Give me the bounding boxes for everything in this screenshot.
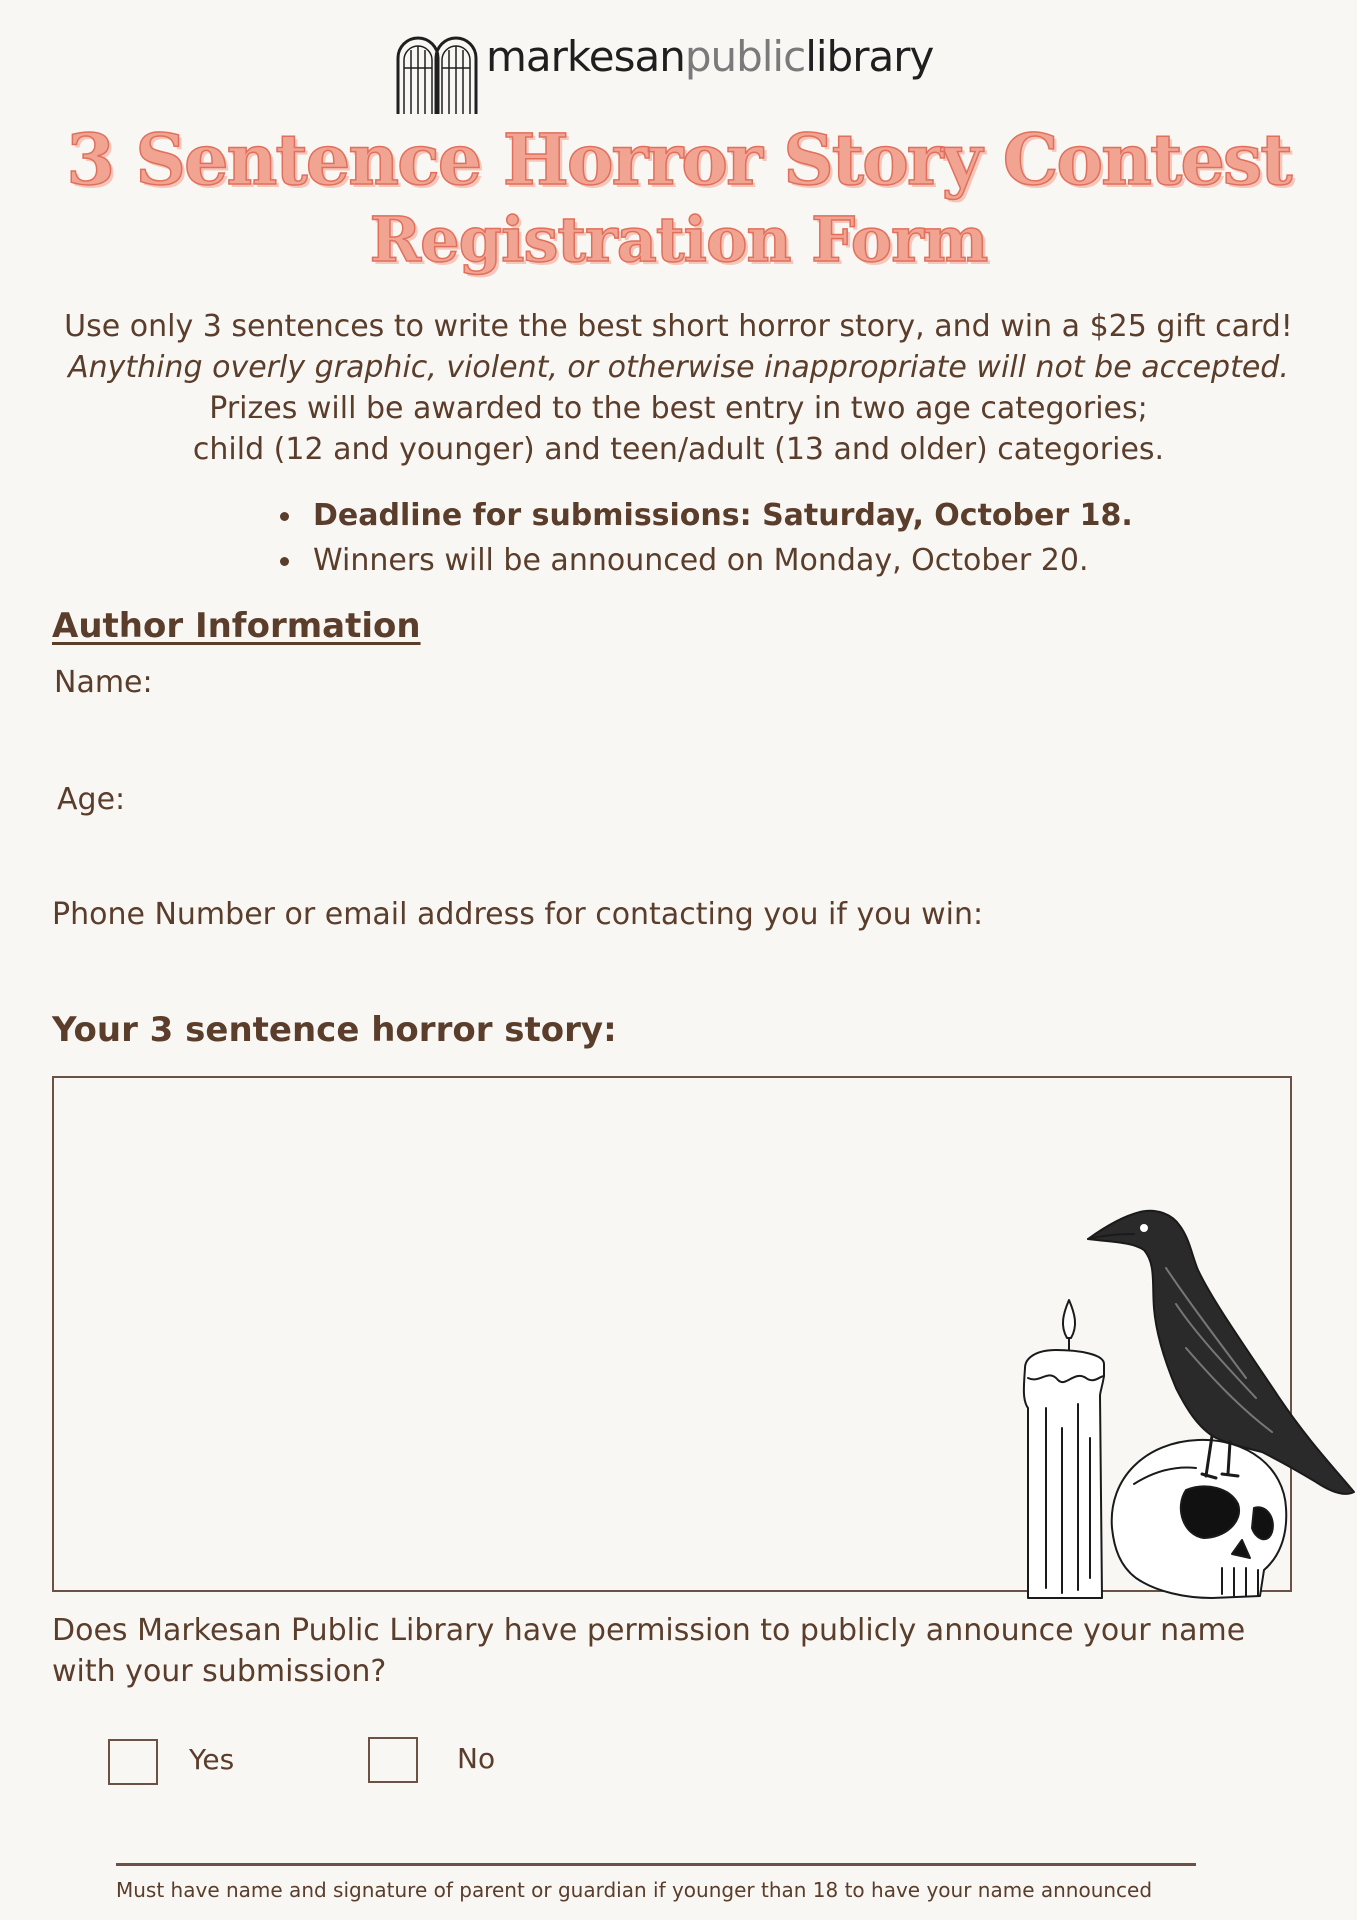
intro-line-1: Use only 3 sentences to write the best short horror story, and win a $25 gift card! — [64, 309, 1293, 344]
intro-line-2: Anything overly graphic, violent, or otherwise inappropriate will not be accepted. — [68, 350, 1289, 385]
contact-field-label: Phone Number or email address for contacting you if you win: — [52, 897, 984, 932]
no-checkbox-label: No — [457, 1742, 496, 1775]
page-title: 3 Sentence Horror Story Contest — [66, 118, 1291, 201]
intro-line-4: child (12 and younger) and teen/adult (13 and older) categories. — [192, 432, 1165, 467]
age-field-label: Age: — [57, 782, 126, 817]
page-subtitle: Registration Form — [369, 203, 988, 276]
library-logo — [394, 28, 933, 116]
library-logo-text — [486, 32, 933, 81]
author-info-heading: Author Information — [52, 606, 421, 646]
winners-item: Winners will be announced on Monday, October 20. — [280, 538, 1133, 583]
logo-text-markesan: markesan — [486, 32, 685, 81]
logo-text-library: library — [805, 32, 934, 81]
logo-text-public: public — [684, 32, 806, 81]
yes-checkbox-label: Yes — [189, 1743, 235, 1776]
intro-line-3: Prizes will be awarded to the best entry in two age categories; — [209, 391, 1148, 426]
intro-text — [0, 306, 1357, 470]
story-heading: Your 3 sentence horror story: — [52, 1010, 617, 1050]
yes-checkbox[interactable] — [108, 1739, 158, 1785]
deadline-item: Deadline for submissions: Saturday, October 18. — [280, 493, 1133, 538]
signature-line[interactable] — [116, 1863, 1196, 1866]
deadline-list — [280, 493, 1133, 583]
candle-skull-raven-illustration — [1016, 1208, 1357, 1600]
name-field-label: Name: — [54, 665, 153, 700]
no-checkbox[interactable] — [368, 1737, 418, 1783]
candle-icon — [1024, 1350, 1104, 1598]
library-arch-windows-icon — [394, 28, 480, 114]
signature-footnote: Must have name and signature of parent or guardian if younger than 18 to have your name announced — [116, 1878, 1153, 1902]
candle-flame-icon — [1063, 1300, 1075, 1338]
permission-question: Does Markesan Public Library have permission to publicly announce your name with your submission? — [52, 1613, 1246, 1689]
